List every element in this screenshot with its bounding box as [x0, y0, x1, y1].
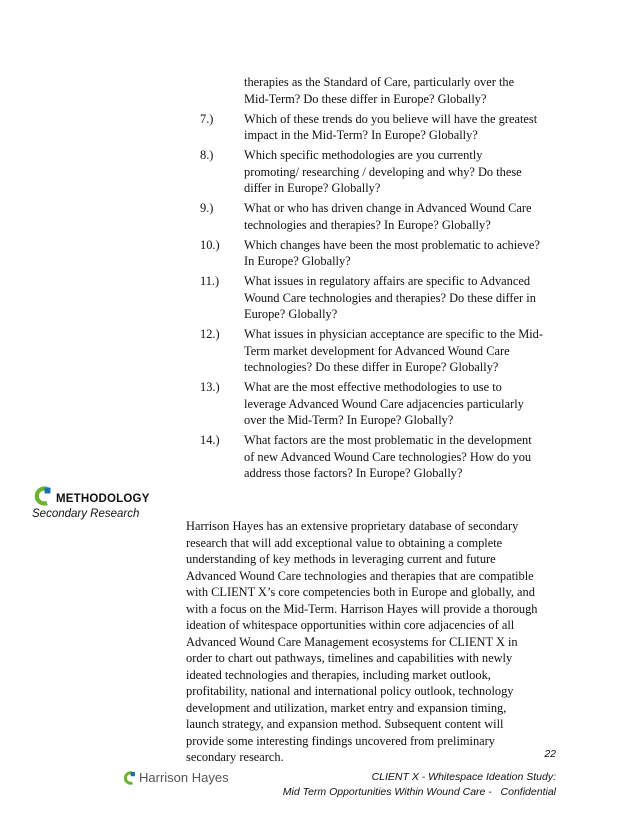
question-number: 7.): [200, 111, 214, 126]
text-line: Advanced Wound Care Management ecosystems for CLIENT X in: [186, 634, 518, 649]
question-item: [200, 326, 570, 376]
question-item: [200, 111, 570, 144]
text-line: with CLIENT X’s core competencies both in Europe and globally, and: [186, 585, 535, 599]
question-item: [200, 379, 570, 429]
text-line: What factors are the most problematic in the development: [244, 433, 532, 447]
question-item: [200, 237, 570, 270]
methodology-heading: [32, 486, 150, 506]
question-number: 14.): [200, 433, 220, 447]
question-continuation: [200, 74, 570, 107]
text-line: of new Advanced Wound Care technologies? How do you: [244, 449, 532, 464]
question-item: [200, 432, 570, 482]
text-line: What issues in physician acceptance are specific to the Mid-: [244, 327, 543, 341]
text-line: differ in Europe? Globally?: [244, 181, 381, 195]
text-line: research that will add exceptional value to obtaining a complete: [186, 535, 503, 550]
question-text: [244, 147, 570, 197]
text-line: What are the most effective methodologies to use to: [244, 380, 502, 394]
text-line: technologies and therapies? In Europe? Globally?: [244, 217, 491, 232]
text-line: ideated technologies and therapies, including market outlook,: [186, 667, 491, 682]
text-line: address those factors? In Europe? Globally?: [244, 466, 463, 480]
footer-line: CLIENT X - Whitespace Ideation Study:: [371, 771, 556, 783]
text-line: Advanced Wound Care technologies and therapies that are compatible: [186, 568, 534, 583]
text-line: order to chart out pathways, timelines and capabilities with newly: [186, 651, 513, 665]
question-text: [244, 432, 570, 482]
text-line: Which specific methodologies are you currently: [244, 148, 483, 162]
question-text: [244, 237, 570, 270]
text-line: Term market development for Advanced Wound Care: [244, 343, 510, 358]
text-line: Wound Care technologies and therapies? Do these differ in: [244, 290, 536, 305]
harrison-hayes-logo-icon: [32, 486, 52, 506]
question-number: 11.): [200, 274, 220, 288]
question-number: 9.): [200, 201, 214, 215]
text-line: impact in the Mid-Term? In Europe? Globally?: [244, 128, 478, 142]
text-line: Which changes have been the most problematic to achieve?: [244, 237, 540, 252]
text-line: Harrison Hayes has an extensive proprietary database of secondary: [186, 519, 519, 533]
footer-line: Mid Term Opportunities Within Wound Care - Confidential: [282, 786, 556, 798]
question-number: 8.): [200, 148, 214, 162]
footer-document-info: [283, 770, 556, 800]
text-line: leverage Advanced Wound Care adjacencies particularly: [244, 396, 524, 411]
text-line: ideation of whitespace opportunities within core adjacencies of all: [186, 618, 515, 632]
text-line: profitability, national and international policy outlook, technology: [186, 684, 514, 698]
footer-brand-name: Harrison Hayes: [139, 770, 229, 785]
question-number: 13.): [200, 380, 220, 394]
text-line: secondary research.: [186, 750, 284, 764]
question-item: [200, 200, 570, 233]
text-line: Mid-Term? Do these differ in Europe? Globally?: [244, 91, 487, 106]
text-line: with a focus on the Mid-Term. Harrison Hayes will provide a thorough: [186, 601, 538, 616]
text-line: What issues in regulatory affairs are specific to Advanced: [244, 274, 531, 288]
text-line: In Europe? Globally?: [244, 254, 351, 268]
text-line: provide some interesting findings uncovered from preliminary: [186, 733, 495, 748]
text-line: Europe? Globally?: [244, 307, 338, 321]
text-line: development and utilization, market entry and expansion timing,: [186, 700, 507, 715]
question-text: [244, 379, 570, 429]
harrison-hayes-logo-icon: [122, 771, 136, 785]
text-line: launch strategy, and expansion method. Subsequent content will: [186, 717, 504, 731]
question-item: [200, 147, 570, 197]
question-number: 10.): [200, 237, 220, 252]
question-text: [244, 273, 570, 323]
footer-logo: [122, 770, 229, 785]
text-line: therapies as the Standard of Care, particularly over the: [244, 75, 515, 89]
text-line: What or who has driven change in Advanced Wound Care: [244, 201, 532, 215]
question-text: [244, 326, 570, 376]
question-number: 12.): [200, 327, 220, 341]
text-line: promoting/ researching / developing and why? Do these: [244, 164, 522, 179]
text-line: Which of these trends do you believe will have the greatest: [244, 111, 538, 126]
question-item: [200, 273, 570, 323]
question-list: [200, 74, 570, 485]
text-line: understanding of key methods in leveraging current and future: [186, 552, 496, 566]
page-number: 22: [544, 748, 556, 760]
text-line: technologies? Do these differ in Europe? Globally?: [244, 360, 499, 374]
methodology-title: METHODOLOGY: [56, 493, 150, 505]
methodology-subtitle: Secondary Research: [32, 508, 140, 520]
question-text: [244, 200, 570, 233]
methodology-body: [186, 518, 566, 766]
question-text: [244, 111, 570, 144]
text-line: over the Mid-Term? In Europe? Globally?: [244, 413, 454, 427]
